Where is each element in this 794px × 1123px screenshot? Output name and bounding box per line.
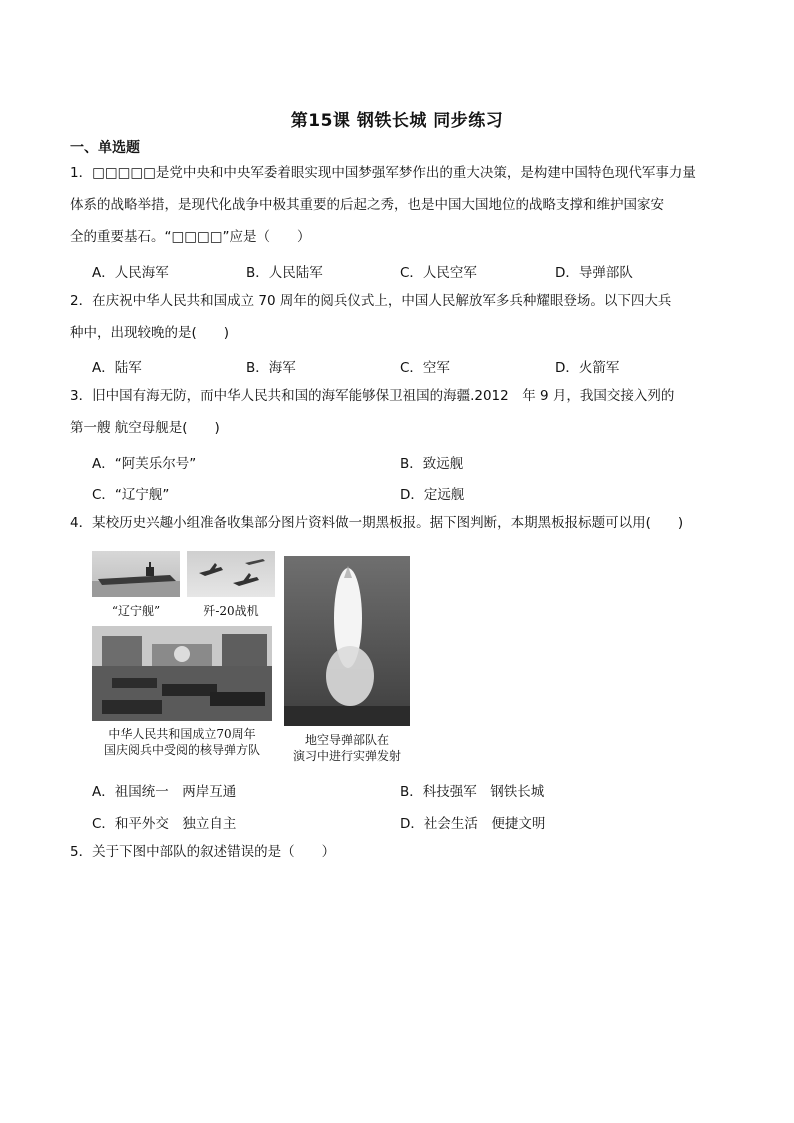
q4-option-d[interactable]: D．社会生活 便捷文明 — [400, 816, 546, 832]
jets-caption: 歼-20战机 — [203, 604, 259, 618]
q1-option-b[interactable]: B．人民陆军 — [246, 265, 323, 281]
q3-option-c[interactable]: C．“辽宁舰” — [92, 487, 170, 503]
q2-option-d[interactable]: D．火箭军 — [555, 360, 620, 376]
question-2-line-1: 2．在庆祝中华人民共和国成立 70 周年的阅兵仪式上，中国人民解放军多兵种耀眼登场。以下四大兵 — [70, 293, 672, 309]
question-2 — [70, 285, 730, 349]
parade-photo — [92, 626, 272, 721]
question-3 — [70, 380, 730, 444]
question-1-line-2: 体系的战略举措，是现代化战争中极其重要的后起之秀，也是中国大国地位的战略支撑和维护国家安 — [70, 197, 664, 213]
question-1 — [70, 157, 730, 253]
parade-caption-line-1: 中华人民共和国成立70周年 — [108, 727, 256, 741]
parade-caption-line-2: 国庆阅兵中受阅的核导弹方队 — [103, 743, 260, 757]
q4-option-c[interactable]: C．和平外交 独立自主 — [92, 816, 237, 832]
q4-option-b[interactable]: B．科技强军 钢铁长城 — [400, 784, 545, 800]
carrier-photo — [92, 551, 180, 597]
question-3-line-1: 3．旧中国有海无防，而中华人民共和国的海军能够保卫祖国的海疆.2012 年 9 月，我国交接入列的 — [70, 388, 675, 404]
q3-option-b[interactable]: B．致远舰 — [400, 456, 464, 472]
q1-option-a[interactable]: A．人民海军 — [92, 265, 169, 281]
page-title: 第15课 钢铁长城 同步练习 — [290, 111, 504, 131]
q4-option-a[interactable]: A．祖国统一 两岸互通 — [92, 784, 237, 800]
question-5 — [70, 836, 730, 868]
question-2-line-2: 种中，出现较晚的是( ) — [70, 325, 230, 341]
carrier-caption: “辽宁舰” — [111, 604, 161, 618]
missile-caption-line-2: 演习中进行实弹发射 — [292, 749, 401, 763]
question-1-line-1: 1．□□□□□是党中央和中央军委着眼实现中国梦强军梦作出的重大决策，是构建中国特色现代军事力量 — [70, 165, 696, 181]
question-4 — [70, 507, 730, 539]
question-4-line-1: 4．某校历史兴趣小组准备收集部分图片资料做一期黑板报。据下图判断，本期黑板报标题可以用( ) — [70, 515, 684, 531]
question-5-line-1: 5．关于下图中部队的叙述错误的是（ ） — [70, 844, 336, 860]
q2-option-b[interactable]: B．海军 — [246, 360, 296, 376]
section-heading: 一、单选题 — [70, 140, 140, 156]
question-3-line-2: 第一艘 航空母舰是( ) — [70, 420, 220, 436]
missile-photo — [284, 556, 410, 726]
missile-caption-line-1: 地空导弹部队在 — [304, 733, 389, 747]
q2-option-a[interactable]: A．陆军 — [92, 360, 142, 376]
q3-option-a[interactable]: A．“阿芙乐尔号” — [92, 456, 197, 472]
jets-photo — [187, 551, 275, 597]
q1-option-c[interactable]: C．人民空军 — [400, 265, 477, 281]
question-1-line-3: 全的重要基石。“□□□□”应是（ ） — [70, 229, 311, 245]
q3-option-d[interactable]: D．定远舰 — [400, 487, 465, 503]
q1-option-d[interactable]: D．导弹部队 — [555, 265, 633, 281]
q2-option-c[interactable]: C．空军 — [400, 360, 450, 376]
